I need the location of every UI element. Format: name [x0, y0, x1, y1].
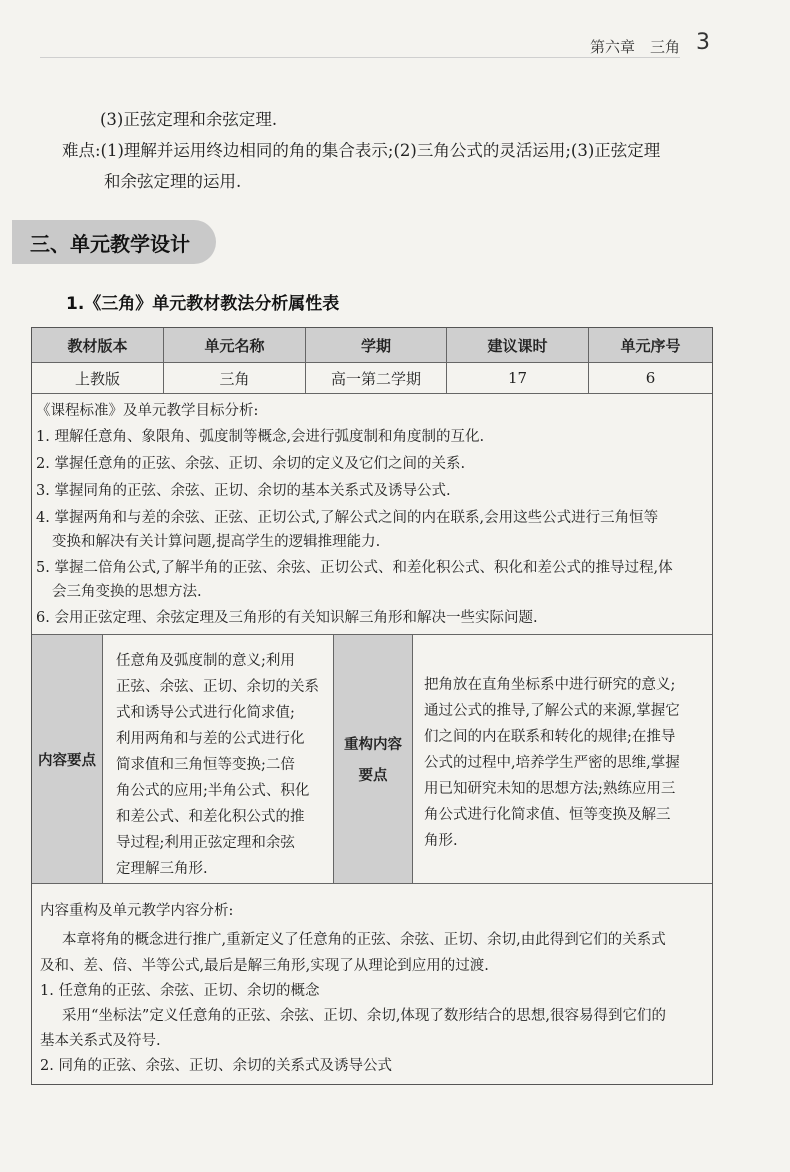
reconstruct-label	[334, 635, 412, 883]
table-divider	[305, 328, 306, 393]
analysis-title: 内容重构及单元教学内容分析:	[40, 903, 234, 919]
key-points-line: 利用两角和与差的公式进行化	[116, 731, 305, 747]
key-points-label: 内容要点	[32, 635, 102, 883]
reconstruct-line: 们之间的内在联系和转化的规律;在推导	[424, 729, 676, 745]
table-header-cell: 单元名称	[164, 328, 305, 362]
table-value-cell: 17	[507, 369, 528, 387]
table-value-cell: 上教版	[74, 369, 120, 388]
page-number: 3	[696, 30, 710, 55]
objective-item: 2. 掌握任意角的正弦、余弦、正切、余切的定义及它们之间的关系.	[36, 456, 466, 472]
table-value-cell: 高一第二学期	[330, 369, 421, 388]
analysis-line: 1. 任意角的正弦、余弦、正切、余切的概念	[40, 983, 320, 999]
reconstruct-line: 角形.	[424, 833, 458, 849]
key-points-line: 式和诱导公式进行化简求值;	[116, 705, 295, 721]
table-header-cell: 教材版本	[32, 328, 163, 362]
objectives-title: 《课程标准》及单元教学目标分析:	[36, 403, 259, 419]
objective-item: 5. 掌握二倍角公式,了解半角的正弦、余弦、正切公式、和差化积公式、积化和差公式的推导过程,体	[36, 560, 673, 576]
objective-item: 1. 理解任意角、象限角、弧度制等概念,会进行弧度制和角度制的互化.	[36, 429, 485, 445]
header-divider	[40, 57, 680, 58]
table-divider	[32, 883, 712, 884]
objective-item: 变换和解决有关计算问题,提高学生的逻辑推理能力.	[52, 534, 381, 550]
objective-item: 会三角变换的思想方法.	[52, 584, 202, 600]
analysis-line: 及和、差、倍、半等公式,最后是解三角形,实现了从理论到应用的过渡.	[40, 958, 489, 974]
section-title: 三、单元教学设计	[30, 232, 190, 256]
table-header-cell: 单元序号	[589, 328, 712, 362]
analysis-line: 2. 同角的正弦、余弦、正切、余切的关系式及诱导公式	[40, 1058, 392, 1074]
intro-line-2: 难点:(1)理解并运用终边相同的角的集合表示;(2)三角公式的灵活运用;(3)正弦定理	[62, 141, 661, 160]
table-header-cell: 学期	[306, 328, 446, 362]
intro-line-1: (3)正弦定理和余弦定理.	[100, 110, 278, 129]
analysis-line: 采用“坐标法”定义任意角的正弦、余弦、正切、余切,体现了数形结合的思想,很容易得到它们的	[62, 1008, 667, 1024]
key-points-line: 定理解三角形.	[116, 861, 208, 877]
reconstruct-line: 公式的过程中,培养学生严密的思维,掌握	[424, 755, 680, 771]
objective-item: 3. 掌握同角的正弦、余弦、正切、余切的基本关系式及诱导公式.	[36, 483, 451, 499]
table-divider	[32, 362, 712, 363]
key-points-line: 简求值和三角恒等变换;二倍	[116, 757, 295, 773]
reconstruct-line: 用已知研究未知的思想方法;熟练应用三	[424, 781, 676, 797]
reconstruct-line: 角公式进行化简求值、恒等变换及解三	[424, 807, 671, 823]
analysis-line: 本章将角的概念进行推广,重新定义了任意角的正弦、余弦、正切、余切,由此得到它们的关系式	[62, 932, 666, 948]
table-divider	[446, 328, 447, 393]
table-header-cell: 建议课时	[447, 328, 588, 362]
table-divider	[102, 635, 103, 883]
analysis-line: 基本关系式及符号.	[40, 1033, 161, 1049]
intro-line-3: 和余弦定理的运用.	[104, 172, 242, 191]
objective-item: 6. 会用正弦定理、余弦定理及三角形的有关知识解三角形和解决一些实际问题.	[36, 610, 538, 626]
reconstruct-label-line: 要点	[358, 768, 388, 784]
reconstruct-label-line: 重构内容	[344, 737, 402, 753]
table-value-cell: 三角	[219, 369, 250, 388]
key-points-line: 角公式的应用;半角公式、积化	[116, 783, 310, 799]
table-divider	[32, 393, 712, 394]
chapter-label: 第六章 三角	[589, 38, 680, 56]
table-value-cell: 6	[645, 369, 656, 387]
key-points-line: 任意角及弧度制的意义;利用	[116, 653, 295, 669]
key-points-line: 导过程;利用正弦定理和余弦	[116, 835, 295, 851]
key-points-line: 和差公式、和差化积公式的推	[116, 809, 305, 825]
table-divider	[412, 635, 413, 883]
key-points-line: 正弦、余弦、正切、余切的关系	[116, 679, 319, 695]
table-divider	[588, 328, 589, 393]
objective-item: 4. 掌握两角和与差的余弦、正弦、正切公式,了解公式之间的内在联系,会用这些公式进行三角恒等	[36, 510, 659, 526]
subsection-title: 1.《三角》单元教材教法分析属性表	[66, 294, 340, 314]
reconstruct-line: 把角放在直角坐标系中进行研究的意义;	[424, 677, 676, 693]
table-divider	[163, 328, 164, 393]
reconstruct-line: 通过公式的推导,了解公式的来源,掌握它	[424, 703, 680, 719]
